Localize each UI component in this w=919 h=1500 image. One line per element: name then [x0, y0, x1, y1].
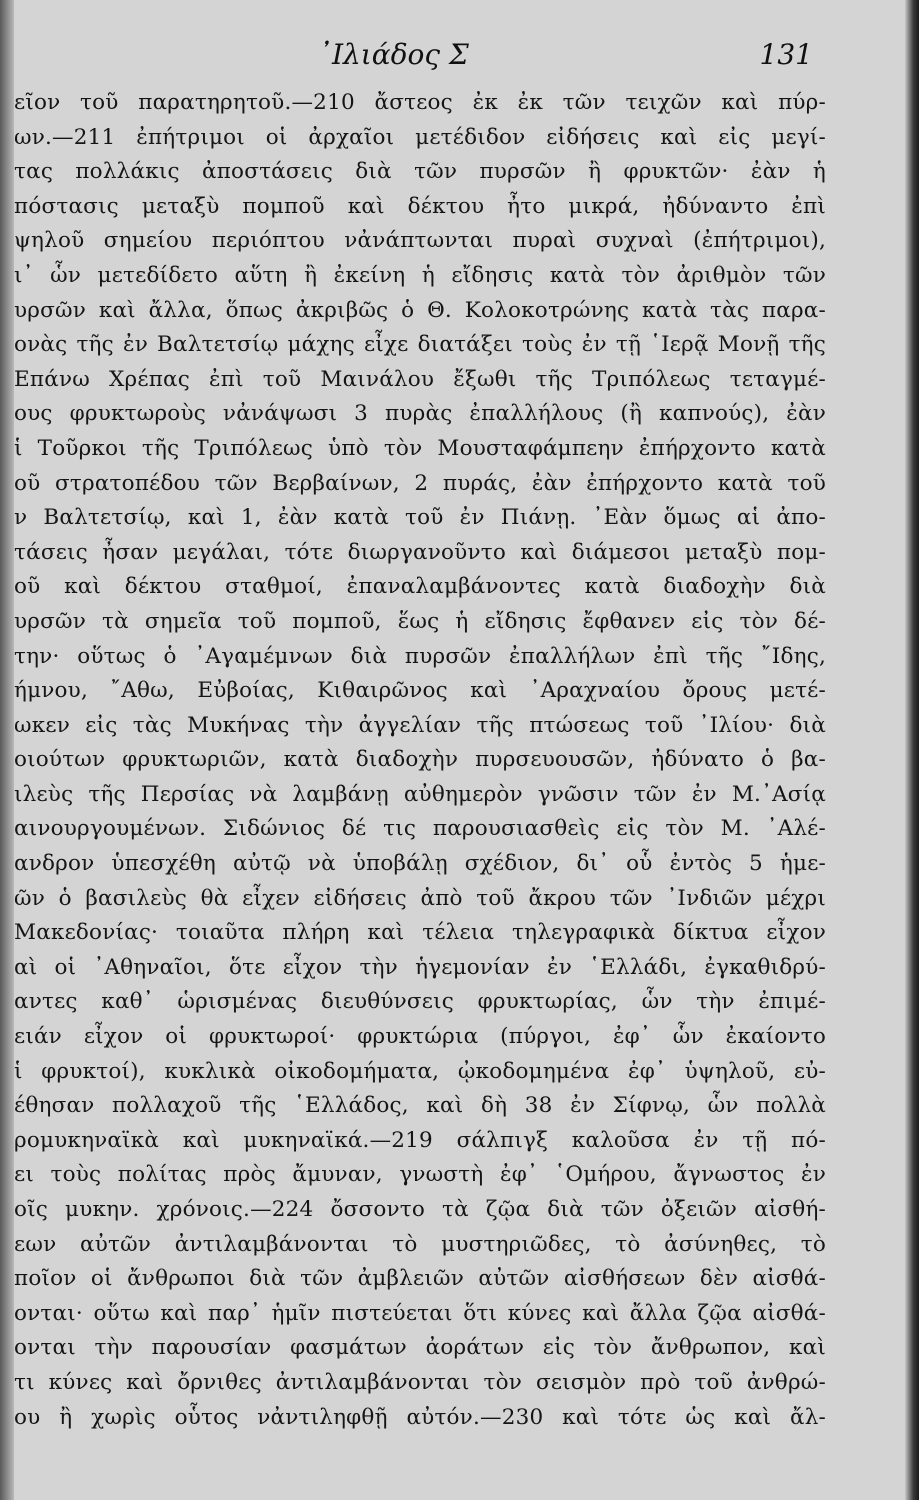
text-line: ρομυκηναϊκὰ καὶ μυκηναϊκά.—219 σάλπιγξ καλοῦσα ἐν τῇ πό-	[14, 1127, 826, 1153]
text-line: ἱ Τοῦρκοι τῆς Τριπόλεως ὑπὸ τὸν Μουσταφάμπεην ἐπήρχοντο κατὰ	[14, 435, 826, 461]
text-line: αὶ οἱ ᾿Αθηναῖοι, ὅτε εἶχον τὴν ἡγεμονίαν ἐν ῾Ελλάδι, ἐγκαθιδρύ-	[14, 954, 826, 980]
text-line: ἱ φρυκτοί), κυκλικὰ οἰκοδομήματα, ᾠκοδομημένα ἐφ᾿ ὑψηλοῦ, εὐ-	[14, 1058, 826, 1084]
text-line: ων.—211 ἐπήτριμοι οἱ ἀρχαῖοι μετέδιδον εἰδήσεις καὶ εἰς μεγί-	[14, 124, 826, 150]
page-number: 131	[759, 38, 813, 71]
text-line: υρσῶν καὶ ἄλλα, ὅπως ἀκριβῶς ὁ Θ. Κολοκοτρώνης κατὰ τὰς παρα-	[14, 297, 826, 323]
text-line: πόστασις μεταξὺ πομποῦ καὶ δέκτου ἦτο μικρά, ἠδύναντο ἐπὶ	[14, 193, 826, 219]
text-line: εῖον τοῦ παρατηρητοῦ.—210 ἄστεος ἐκ ἐκ τῶν τειχῶν καὶ πύρ-	[14, 90, 826, 115]
text-line: αντες καθ᾿ ὡρισμένας διευθύνσεις φρυκτωρίας, ὧν τὴν ἐπιμέ-	[14, 989, 826, 1015]
text-line: εων αὐτῶν ἀντιλαμβάνονται τὸ μυστηριῶδες, τὸ ἀσύνηθες, τὸ	[14, 1231, 826, 1257]
text-line: οῦ καὶ δέκτου σταθμοί, ἐπαναλαμβάνοντες κατὰ διαδοχὴν διὰ	[14, 574, 826, 600]
page-header	[0, 38, 919, 78]
text-line: ψηλοῦ σημείου περιόπτου νἀνάπτωνται πυραὶ συχναὶ (ἐπήτριμοι),	[14, 228, 826, 254]
text-line: οῖς μυκην. χρόνοις.—224 ὄσσοντο τὰ ζῷα διὰ τῶν ὀξειῶν αἰσθή-	[14, 1197, 826, 1222]
text-line: υρσῶν τὰ σημεῖα τοῦ πομποῦ, ἕως ἡ εἴδησις ἔφθανεν εἰς τὸν δέ-	[14, 608, 826, 634]
page-edge	[905, 0, 919, 1500]
text-line: τας πολλάκις ἀποστάσεις διὰ τῶν πυρσῶν ἢ φρυκτῶν· ἐὰν ἡ	[14, 159, 826, 185]
running-head: ᾿Ιλιάδος Σ	[318, 38, 469, 71]
text-line: Επάνω Χρέπας ἐπὶ τοῦ Μαινάλου ἔξωθι τῆς Τριπόλεως τεταγμέ-	[14, 366, 826, 392]
text-line: οῦ στρατοπέδου τῶν Βερβαίνων, 2 πυράς, ἐὰν ἐπήρχοντο κατὰ τοῦ	[14, 470, 826, 496]
commentary-text	[0, 86, 826, 1435]
text-line: ιλεὺς τῆς Περσίας νὰ λαμβάνῃ αὐθημερὸν γνῶσιν τῶν ἐν Μ.᾿Ασίᾳ	[14, 781, 826, 807]
text-line: ονται· οὕτω καὶ παρ᾿ ἡμῖν πιστεύεται ὅτι κύνες καὶ ἄλλα ζῷα αἰσθά-	[14, 1300, 826, 1326]
text-line: οιούτων φρυκτωριῶν, κατὰ διαδοχὴν πυρσευουσῶν, ἠδύνατο ὁ βα-	[14, 747, 826, 773]
text-line: ειάν εἶχον οἱ φρυκτωροί· φρυκτώρια (πύργοι, ἐφ᾿ ὧν ἐκαίοντο	[14, 1024, 826, 1050]
text-line: ονὰς τῆς ἐν Βαλτετσίῳ μάχης εἶχε διατάξει τοὺς ἐν τῇ ῾Ιερᾷ Μονῇ τῆς	[14, 332, 826, 358]
text-line: τάσεις ἦσαν μεγάλαι, τότε διωργανοῦντο καὶ διάμεσοι μεταξὺ πομ-	[14, 539, 826, 565]
text-line: τι κύνες καὶ ὄρνιθες ἀντιλαμβάνονται τὸν σεισμὸν πρὸ τοῦ ἀνθρώ-	[14, 1369, 826, 1395]
text-line: την· οὕτως ὁ ᾿Αγαμέμνων διὰ πυρσῶν ἐπαλλήλων ἐπὶ τῆς ῎Ιδης,	[14, 643, 826, 669]
text-line: ου ἢ χωρὶς οὗτος νἀντιληφθῇ αὐτόν.—230 καὶ τότε ὡς καὶ ἄλ-	[14, 1404, 826, 1430]
text-line: ει τοὺς πολίτας πρὸς ἄμυναν, γνωστὴ ἐφ᾿ ῾Ομήρου, ἄγνωστος ἐν	[14, 1162, 826, 1188]
text-line: ν Βαλτετσίῳ, καὶ 1, ἐὰν κατὰ τοῦ ἐν Πιάνῃ. ᾿Εὰν ὅμως αἱ ἀπο-	[14, 505, 826, 531]
text-line: Μακεδονίας· τοιαῦτα πλήρη καὶ τέλεια τηλεγραφικὰ δίκτυα εἶχον	[14, 920, 826, 946]
text-line: έθησαν πολλαχοῦ τῆς ῾Ελλάδος, καὶ δὴ 38 ἐν Σίφνῳ, ὧν πολλὰ	[14, 1093, 826, 1119]
text-line: ι᾿ ὧν μετεδίδετο αὕτη ἢ ἐκείνη ἡ εἴδησις κατὰ τὸν ἀριθμὸν τῶν	[14, 262, 826, 288]
text-line: αινουργουμένων. Σιδώνιος δέ τις παρουσιασθεὶς εἰς τὸν Μ. ᾿Αλέ-	[14, 816, 826, 842]
text-line: ους φρυκτωροὺς νἀνάψωσι 3 πυρὰς ἐπαλλήλους (ἢ καπνούς), ἐὰν	[14, 401, 826, 427]
text-line: ήμνου, ῎Αθω, Εὐβοίας, Κιθαιρῶνος καὶ ᾿Αραχναίου ὄρους μετέ-	[14, 678, 826, 704]
text-line: ποῖον οἱ ἄνθρωποι διὰ τῶν ἀμβλειῶν αὐτῶν αἰσθήσεων δὲν αἰσθά-	[14, 1266, 826, 1292]
text-line: ωκεν εἰς τὰς Μυκήνας τὴν ἀγγελίαν τῆς πτώσεως τοῦ ᾿Ιλίου· διὰ	[14, 712, 826, 738]
text-line: ῶν ὁ βασιλεὺς θὰ εἶχεν εἰδήσεις ἀπὸ τοῦ ἄκρου τῶν ᾿Ινδιῶν μέχρι	[14, 885, 826, 911]
text-line: ανδρον ὑπεσχέθη αὐτῷ νὰ ὑποβάλῃ σχέδιον, δι᾿ οὗ ἐντὸς 5 ἡμε-	[14, 851, 826, 877]
text-line: ονται τὴν παρουσίαν φασμάτων ἀοράτων εἰς τὸν ἄνθρωπον, καὶ	[14, 1335, 826, 1361]
